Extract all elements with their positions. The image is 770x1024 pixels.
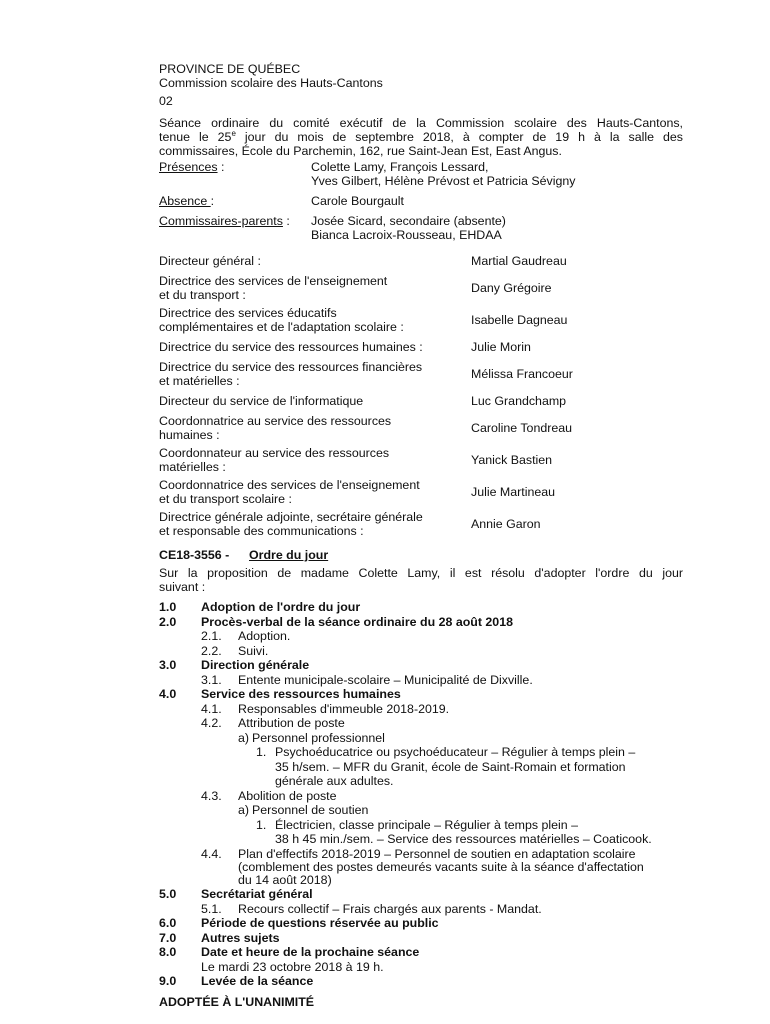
staff-role: Directrice des services de l'enseignement et du transport : bbox=[159, 274, 388, 302]
staff-row bbox=[159, 510, 683, 538]
ordinal-superscript: e bbox=[231, 128, 236, 138]
staff-row bbox=[159, 338, 683, 356]
staff-role: Directrice du service des ressources financières et matérielles : bbox=[159, 360, 423, 388]
staff-name: Dany Grégoire bbox=[471, 281, 552, 295]
minutes-content bbox=[159, 62, 683, 1009]
agenda-subitem: 4.2. Attribution de poste bbox=[201, 716, 345, 730]
agenda-subitem: 4.1. Responsables d'immeuble 2018-2019. bbox=[201, 701, 450, 716]
agenda-detail: 1. Psychoéducatrice ou psychoéducateur – Régulier à temps plein – bbox=[256, 745, 636, 759]
absence-label: Absence : bbox=[159, 194, 215, 208]
agenda-continuation: 35 h/sem. – MFR du Granit, école de Saint-Romain et formation bbox=[275, 759, 626, 774]
staff-row bbox=[159, 446, 683, 474]
province-heading: PROVINCE DE QUÉBEC bbox=[159, 62, 301, 76]
agenda-subitem: 3.1. Entente municipale-scolaire – Municipalité de Dixville. bbox=[201, 672, 533, 687]
adoption-statement: ADOPTÉE À L'UNANIMITÉ bbox=[159, 994, 315, 1009]
staff-name: Julie Morin bbox=[471, 340, 531, 354]
agenda-subsubitem: a) Personnel de soutien bbox=[238, 803, 369, 817]
staff-role: Directeur général : bbox=[159, 254, 261, 268]
staff-name: Julie Martineau bbox=[471, 485, 556, 499]
absence-row bbox=[159, 194, 683, 208]
staff-row bbox=[159, 414, 683, 442]
staff-row bbox=[159, 274, 683, 302]
staff-role: Directrice des services éducatifs complémentaires et de l'adaptation scolaire : bbox=[159, 306, 404, 334]
staff-name: Luc Grandchamp bbox=[471, 394, 567, 408]
staff-name: Annie Garon bbox=[471, 517, 541, 531]
presences-names: Colette Lamy, François Lessard, Yves Gilbert, Hélène Prévost et Patricia Sévigny bbox=[311, 160, 576, 188]
staff-row bbox=[159, 478, 683, 506]
resolution-number: CE18-3556 - bbox=[159, 548, 230, 562]
staff-role: Coordonnatrice des services de l'enseignement et du transport scolaire : bbox=[159, 478, 420, 506]
intro-text: tenue le 25 bbox=[159, 130, 232, 144]
staff-list bbox=[159, 252, 683, 538]
resolution-heading bbox=[159, 546, 683, 562]
agenda-continuation: Le mardi 23 octobre 2018 à 19 h. bbox=[201, 959, 384, 974]
staff-role: Coordonnateur au service des ressources matérielles : bbox=[159, 446, 390, 474]
intro-line: Séance ordinaire du comité exécutif de la Commission scolaire des Hauts-Cantons, bbox=[159, 116, 683, 130]
agenda-continuation: du 14 août 2018) bbox=[238, 873, 332, 887]
resolution-title: Ordre du jour bbox=[249, 548, 329, 562]
agenda-subitem: 2.1. Adoption. bbox=[201, 629, 291, 643]
staff-row bbox=[159, 392, 683, 410]
staff-role: Directeur du service de l'informatique bbox=[159, 394, 364, 408]
agenda-detail: 1. Électricien, classe principale – Régulier à temps plein – bbox=[256, 817, 579, 832]
agenda-item: 6.0 Période de questions réservée au public bbox=[159, 916, 439, 930]
staff-name: Mélissa Francoeur bbox=[471, 367, 573, 381]
agenda-subitem: 2.2. Suivi. bbox=[201, 643, 269, 658]
agenda-item: 2.0 Procès-verbal de la séance ordinaire du 28 août 2018 bbox=[159, 614, 513, 629]
staff-name: Martial Gaudreau bbox=[471, 254, 567, 268]
staff-row bbox=[159, 360, 683, 388]
intro-text: jour du mois de septembre 2018, à compter de 19 h à la salle des bbox=[235, 130, 683, 144]
agenda-item: 9.0 Levée de la séance bbox=[159, 974, 314, 988]
agenda-subsubitem: a) Personnel professionnel bbox=[238, 730, 385, 745]
staff-name: Caroline Tondreau bbox=[471, 421, 573, 435]
presences-row bbox=[159, 160, 683, 188]
agenda-continuation: générale aux adultes. bbox=[275, 774, 394, 788]
resolution-text: Sur la proposition de madame Colette Lamy, il est résolu d'adopter l'ordre du jour suivant : bbox=[159, 566, 683, 594]
commission-name: Commission scolaire des Hauts-Cantons bbox=[159, 76, 383, 90]
staff-name: Yanick Bastien bbox=[471, 453, 553, 467]
agenda-item: 4.0 Service des ressources humaines bbox=[159, 687, 401, 701]
agenda-item: 1.0 Adoption de l'ordre du jour bbox=[159, 600, 361, 614]
parents-names: Josée Sicard, secondaire (absente) Bianca Lacroix-Rousseau, EHDAA bbox=[311, 214, 506, 242]
staff-name: Isabelle Dagneau bbox=[471, 313, 568, 327]
presences-label: Présences : bbox=[159, 160, 225, 174]
staff-role: Directrice générale adjointe, secrétaire générale et responsable des communications : bbox=[159, 510, 423, 538]
agenda-item: 5.0 Secrétariat général bbox=[159, 887, 313, 901]
staff-role: Directrice du service des ressources humaines : bbox=[159, 340, 423, 354]
agenda-list bbox=[159, 600, 683, 989]
agenda-subitem: 4.3. Abolition de poste bbox=[201, 788, 337, 803]
staff-row bbox=[159, 252, 683, 270]
agenda-subitem: 4.4. Plan d'effectifs 2018-2019 – Personnel de soutien en adaptation scolaire bbox=[201, 846, 636, 861]
parents-row bbox=[159, 214, 683, 242]
parents-label: Commissaires-parents : bbox=[159, 214, 290, 228]
staff-role: Coordonnatrice au service des ressources humaines : bbox=[159, 414, 392, 442]
staff-row bbox=[159, 306, 683, 334]
agenda-item: 8.0 Date et heure de la prochaine séance bbox=[159, 945, 420, 959]
agenda-continuation: 38 h 45 min./sem. – Service des ressources matérielles – Coaticook. bbox=[275, 832, 652, 846]
agenda-subitem: 5.1. Recours collectif – Frais chargés aux parents - Mandat. bbox=[201, 901, 542, 916]
intro-line bbox=[159, 130, 683, 144]
agenda-item: 3.0 Direction générale bbox=[159, 658, 310, 672]
meeting-intro bbox=[159, 116, 683, 158]
page-number: 02 bbox=[159, 94, 173, 108]
intro-line: commissaires, École du Parchemin, 162, rue Saint-Jean Est, East Angus. bbox=[159, 144, 562, 158]
agenda-continuation: (comblement des postes demeurés vacants suite à la séance d'affectation bbox=[238, 860, 644, 874]
absence-name: Carole Bourgault bbox=[311, 194, 404, 208]
agenda-item: 7.0 Autres sujets bbox=[159, 930, 280, 945]
